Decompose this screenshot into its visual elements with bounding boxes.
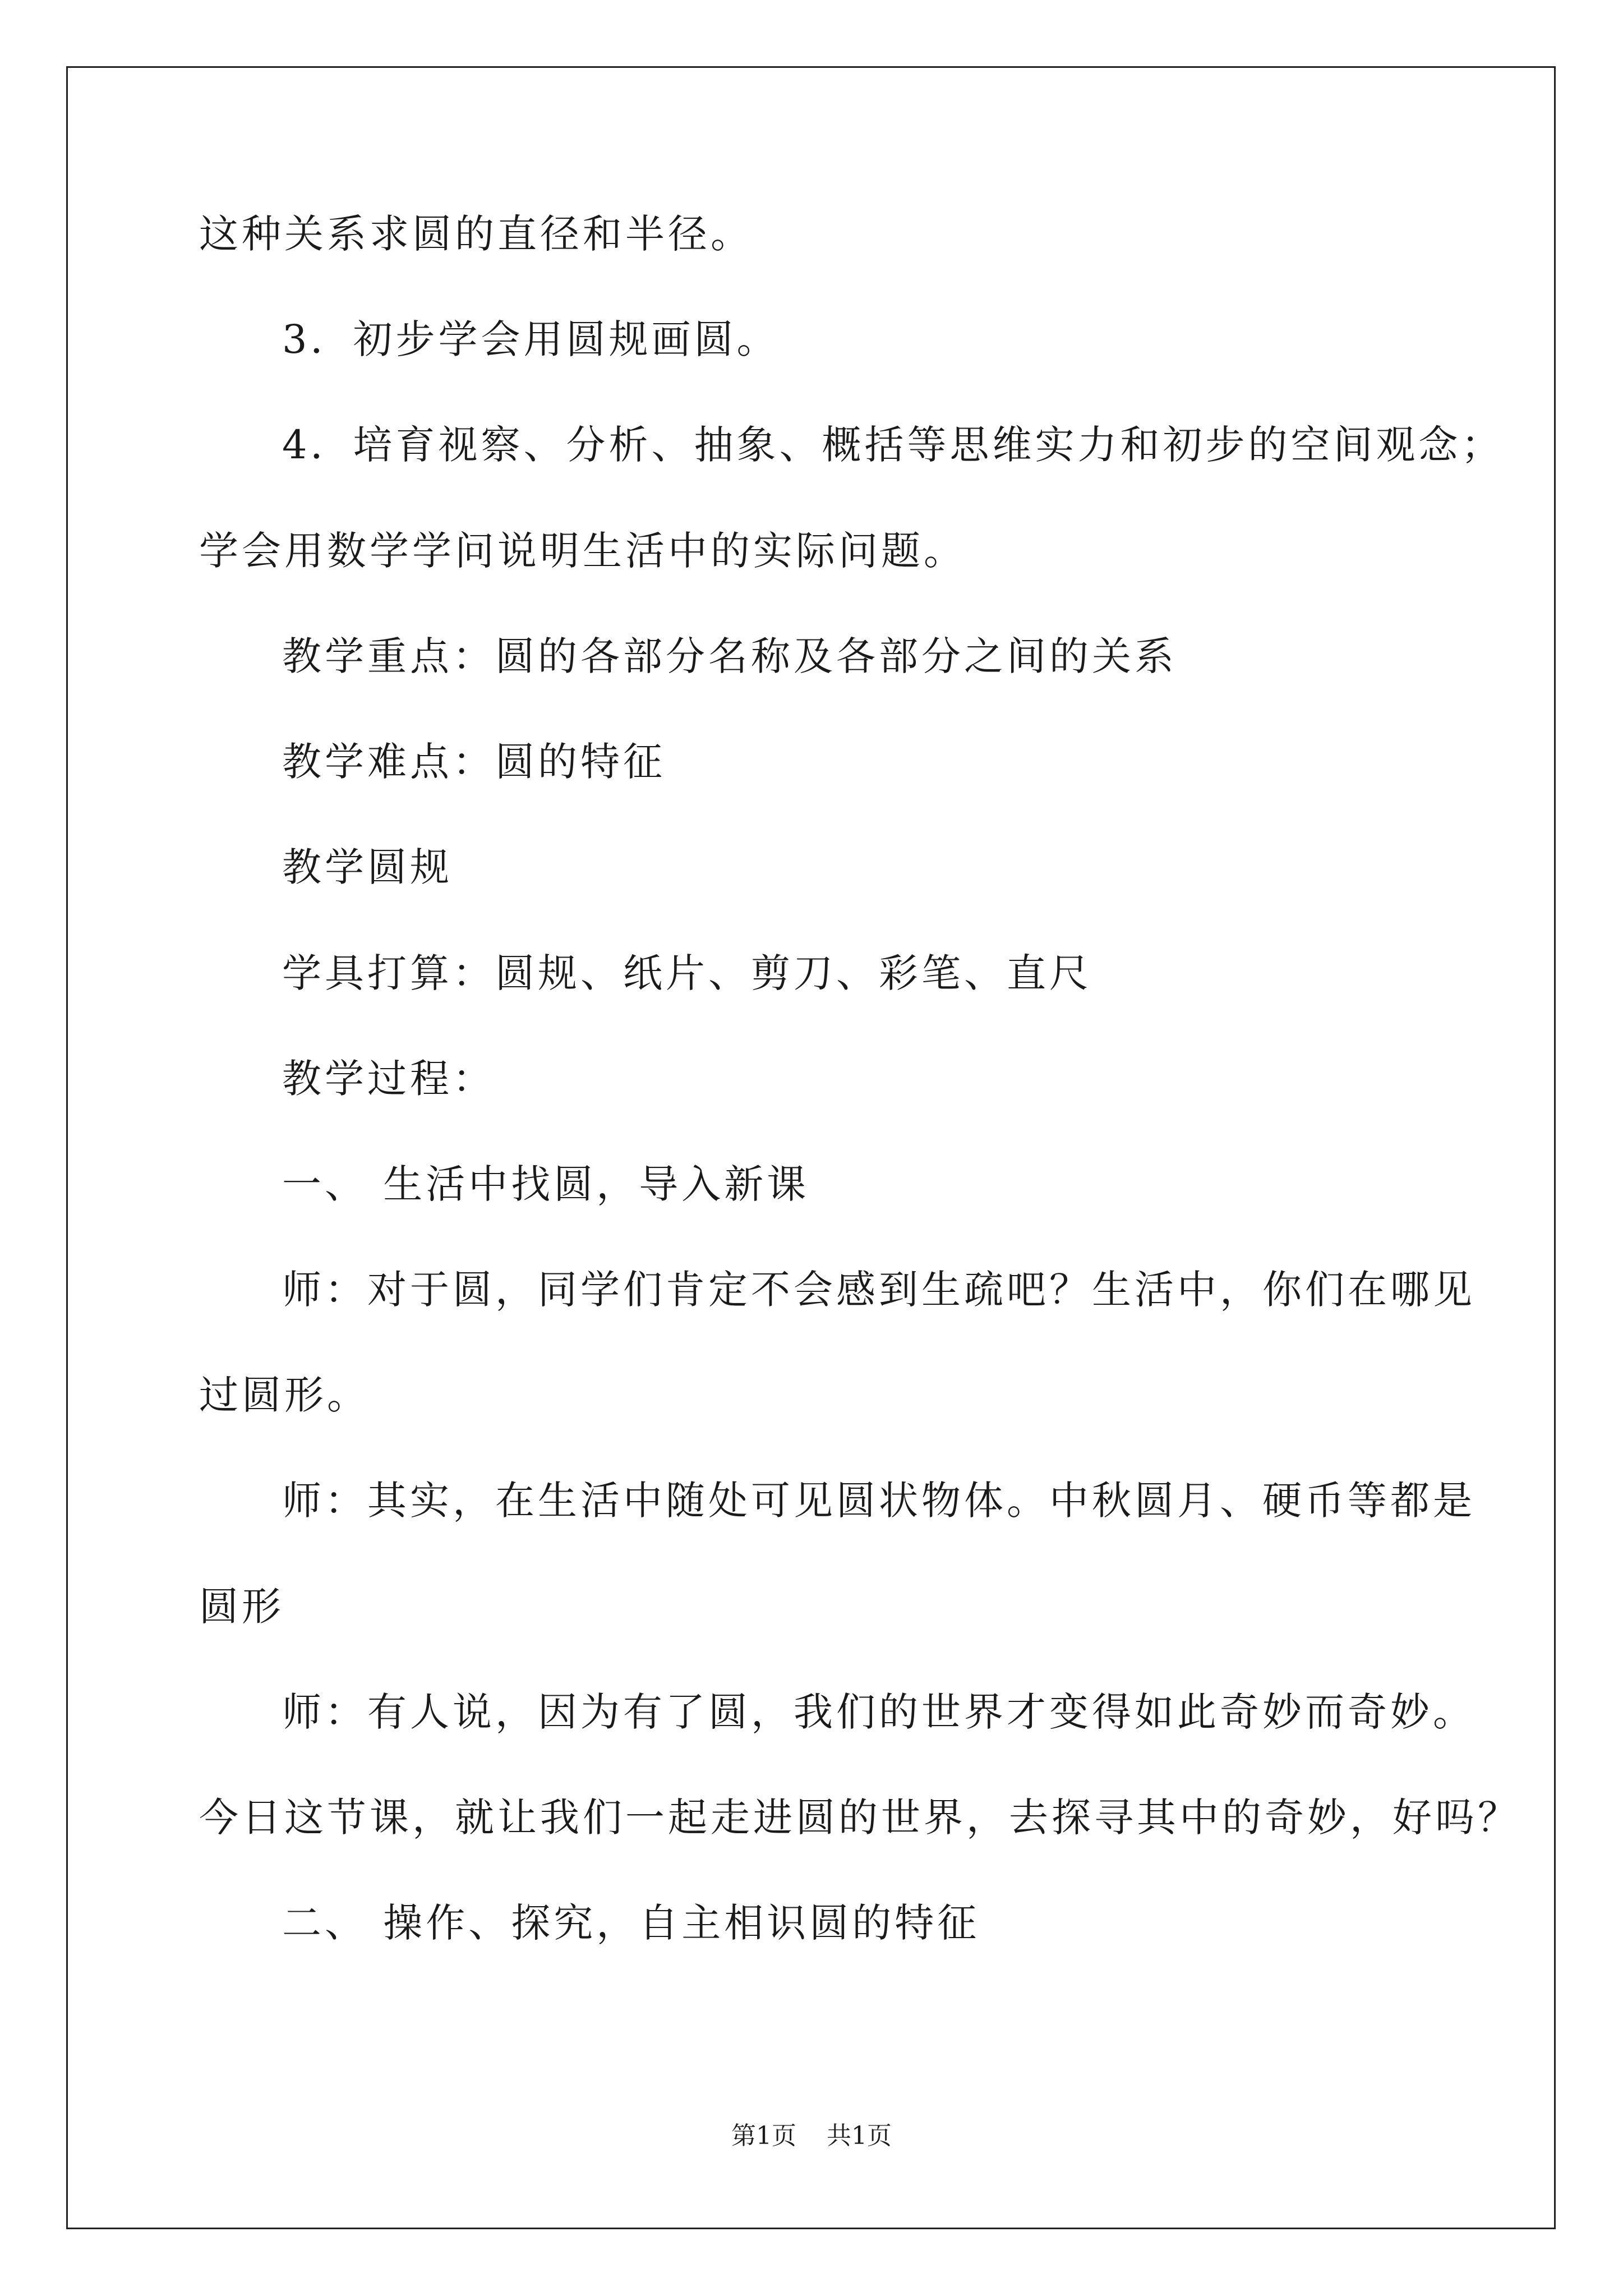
text-line: 教学重点：圆的各部分名称及各部分之间的关系 — [282, 633, 1177, 679]
text-line: 这种关系求圆的直径和半径。 — [199, 211, 753, 257]
text-line: 一、 生活中找圆，导入新课 — [282, 1161, 810, 1207]
text-line: 过圆形。 — [199, 1372, 370, 1418]
text-line: 师：有人说，因为有了圆，我们的世界才变得如此奇妙而奇妙。 — [282, 1689, 1476, 1735]
text-line: 师：其实，在生活中随处可见圆状物体。中秋圆月、硬币等都是 — [282, 1478, 1476, 1524]
text-line: 教学圆规 — [282, 844, 453, 890]
text-line: 学具打算：圆规、纸片、剪刀、彩笔、直尺 — [282, 950, 1092, 996]
text-line: 圆形 — [199, 1584, 284, 1630]
text-line: 教学过程： — [282, 1056, 495, 1102]
text-line: 今日这节课，就让我们一起走进圆的世界，去探寻其中的奇妙，好吗？ — [199, 1795, 1520, 1841]
text-line: 教学难点：圆的特征 — [282, 739, 666, 785]
text-line: 4．培育视察、分析、抽象、概括等思维实力和初步的空间观念； — [282, 422, 1504, 468]
text-line: 学会用数学学问说明生活中的实际问题。 — [199, 528, 966, 574]
page-footer — [0, 2120, 1623, 2152]
text-line: 师：对于圆，同学们肯定不会感到生疏吧？生活中，你们在哪见 — [282, 1267, 1476, 1313]
page-number: 第1页 — [731, 2122, 796, 2150]
text-line: 二、 操作、探究，自主相识圆的特征 — [282, 1900, 980, 1946]
text-line: 3．初步学会用圆规画圆。 — [282, 316, 780, 362]
page-total: 共1页 — [827, 2122, 892, 2150]
